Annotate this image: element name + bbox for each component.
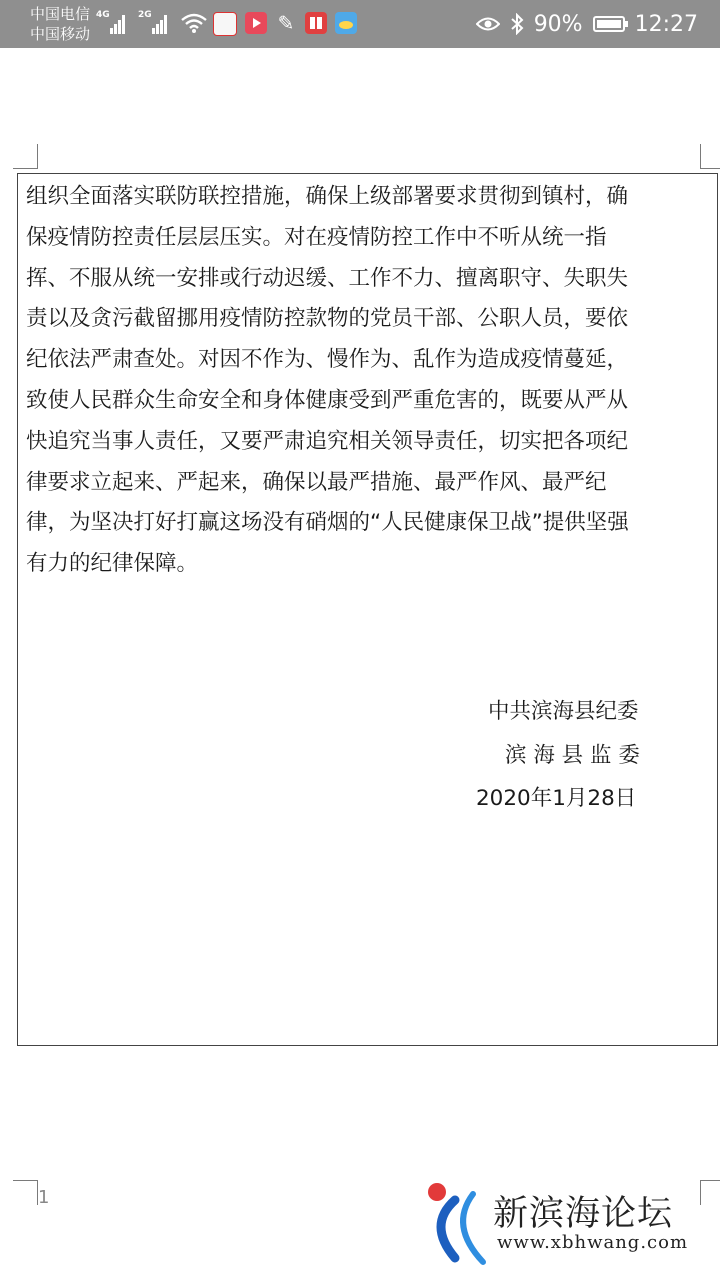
body-line: 律，为坚决打好打赢这场没有硝烟的“人民健康保卫战”提供坚强 — [26, 510, 629, 536]
body-line: 组织全面落实联防联控措施，确保上级部署要求贯彻到镇村，确 — [26, 184, 629, 209]
reader-app-icon — [305, 12, 327, 34]
signature-discipline-commission: 中共滨海县纪委 — [488, 699, 639, 724]
wifi-icon — [180, 12, 208, 34]
forum-url: www.xbhwang.com — [497, 1232, 689, 1253]
body-line: 有力的纪律保障。 — [26, 551, 199, 577]
sohu-news-app-icon — [213, 12, 237, 36]
forum-watermark — [425, 1180, 715, 1270]
cloud-app-icon — [335, 12, 357, 34]
document-date: 2020年1月28日 — [476, 786, 637, 811]
body-line: 快追究当事人责任，又要严肃追究相关领导责任，切实把各项纪 — [26, 428, 629, 454]
signal-1-net-label: 4G — [96, 10, 110, 20]
signal-1-icon — [96, 12, 122, 34]
clock-label: 12:27 — [634, 11, 698, 37]
eye-comfort-icon — [476, 16, 500, 32]
body-line: 责以及贪污截留挪用疫情防控款物的党员干部、公职人员，要依 — [26, 306, 629, 332]
bluetooth-icon — [510, 13, 524, 35]
document-body — [26, 177, 716, 585]
crop-mark-bottom-left — [13, 1180, 38, 1205]
forum-title: 新滨海论坛 — [493, 1194, 674, 1234]
page-number: 1 — [38, 1187, 50, 1208]
battery-icon — [593, 16, 625, 32]
crop-mark-top-left — [13, 144, 38, 169]
signature-supervision-commission: 滨 海 县 监 委 — [505, 743, 640, 768]
video-app-icon — [245, 12, 267, 34]
battery-percent-label: 90% — [533, 11, 583, 37]
status-right-group — [476, 0, 698, 48]
forum-logo-icon — [425, 1180, 495, 1270]
status-bar — [0, 0, 720, 48]
carrier-1-label: 中国电信 — [30, 5, 91, 23]
alipay-app-icon: ✎ — [277, 11, 295, 35]
body-line: 保疫情防控责任层层压实。对在疫情防控工作中不听从统一指 — [26, 224, 607, 250]
crop-mark-top-right — [700, 144, 720, 169]
signal-2-icon — [138, 12, 164, 34]
carrier-labels — [30, 4, 90, 44]
body-line: 律要求立起来、严起来，确保以最严措施、最严作风、最严纪 — [26, 469, 607, 495]
body-line: 纪依法严肃查处。对因不作为、慢作为、乱作为造成疫情蔓延， — [26, 347, 629, 373]
body-line: 挥、不服从统一安排或行动迟缓、工作不力、擅离职守、失职失 — [26, 265, 629, 291]
body-line: 致使人民群众生命安全和身体健康受到严重危害的，既要从严从 — [26, 387, 629, 413]
carrier-2-label: 中国移动 — [30, 25, 91, 43]
signal-2-net-label: 2G — [138, 10, 152, 20]
